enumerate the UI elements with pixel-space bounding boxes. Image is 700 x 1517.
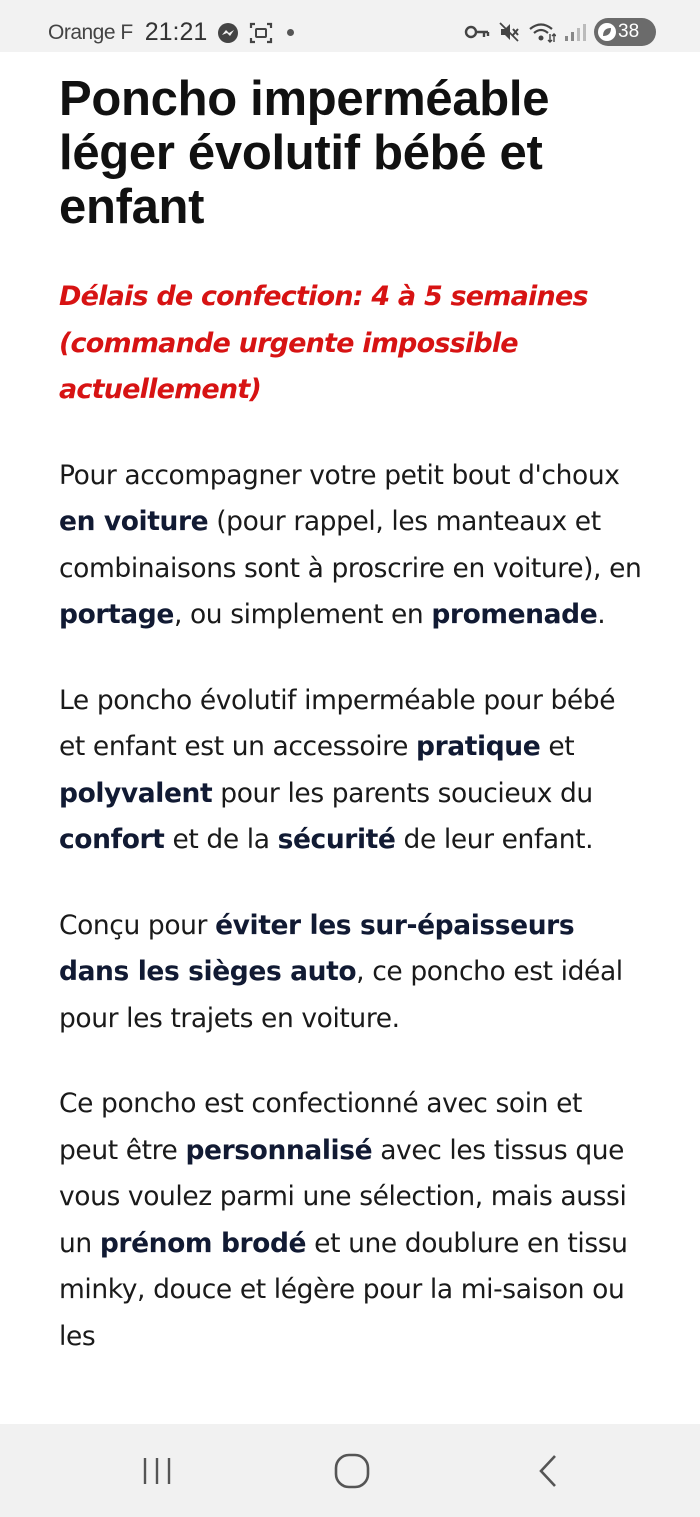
back-icon[interactable] bbox=[518, 1446, 578, 1496]
signal-icon bbox=[564, 22, 586, 42]
emphasis: en voiture bbox=[59, 506, 209, 537]
emphasis: personnalisé bbox=[185, 1134, 373, 1166]
emphasis: confort bbox=[59, 824, 165, 855]
text: de leur enfant. bbox=[395, 824, 594, 855]
screenshot-icon bbox=[249, 22, 273, 44]
emphasis: portage bbox=[59, 599, 174, 630]
clock: 21:21 bbox=[144, 18, 208, 46]
text: Ce poncho est confectionné avec soin et peut être bbox=[59, 1088, 582, 1166]
key-icon bbox=[464, 24, 490, 40]
emphasis: éviter les sur-épaisseurs dans les sièges auto bbox=[59, 909, 575, 987]
battery-level: 38 bbox=[618, 21, 640, 42]
paragraph-customization bbox=[59, 1081, 642, 1360]
carrier-name: Orange F bbox=[48, 20, 133, 44]
emphasis: pratique bbox=[416, 731, 541, 762]
text: , ce poncho est idéal pour les trajets en voiture. bbox=[59, 956, 623, 1034]
text: . bbox=[597, 599, 606, 630]
page-title: Poncho imperméable léger évolutif bébé et enfant bbox=[59, 72, 550, 234]
battery-saver-icon bbox=[598, 23, 616, 41]
article-content[interactable] bbox=[0, 52, 700, 1424]
emphasis: sécurité bbox=[277, 824, 396, 855]
text: Le poncho évolutif imperméable pour bébé et enfant est un accessoire bbox=[59, 684, 616, 762]
status-right bbox=[456, 18, 656, 46]
text: (pour rappel, les manteaux et combinaisons sont à proscrire en voiture), en bbox=[59, 506, 642, 584]
text: Pour accompagner votre petit bout d'choux bbox=[59, 459, 620, 491]
home-icon[interactable] bbox=[322, 1446, 382, 1496]
dot-icon bbox=[287, 29, 294, 36]
text: et une doublure en tissu minky, douce et légère pour la mi-saison ou les bbox=[59, 1227, 628, 1352]
emphasis: promenade bbox=[431, 599, 598, 630]
text: , ou simplement en bbox=[173, 599, 432, 630]
paragraph-description bbox=[59, 678, 642, 864]
messenger-icon bbox=[217, 22, 239, 44]
text: avec les tissus que vous voulez parmi une sélection, mais aussi un bbox=[59, 1134, 627, 1259]
text: Conçu pour bbox=[59, 909, 216, 941]
paragraph-car-seat bbox=[59, 903, 642, 1043]
emphasis: prénom brodé bbox=[99, 1227, 307, 1259]
mute-icon bbox=[498, 21, 520, 43]
paragraph-usage bbox=[59, 453, 642, 639]
status-bar bbox=[0, 0, 700, 52]
status-left bbox=[48, 18, 294, 47]
text: et de la bbox=[164, 824, 278, 855]
navigation-bar bbox=[0, 1424, 700, 1517]
wifi-icon bbox=[528, 21, 556, 43]
emphasis: polyvalent bbox=[59, 777, 213, 809]
recent-apps-icon[interactable] bbox=[127, 1446, 187, 1496]
production-delay-notice: Délais de confection: 4 à 5 semaines (commande urgente impossible actuellement) bbox=[59, 281, 588, 405]
text: et bbox=[540, 731, 575, 762]
text: pour les parents soucieux du bbox=[212, 777, 593, 809]
battery-icon bbox=[594, 18, 656, 46]
